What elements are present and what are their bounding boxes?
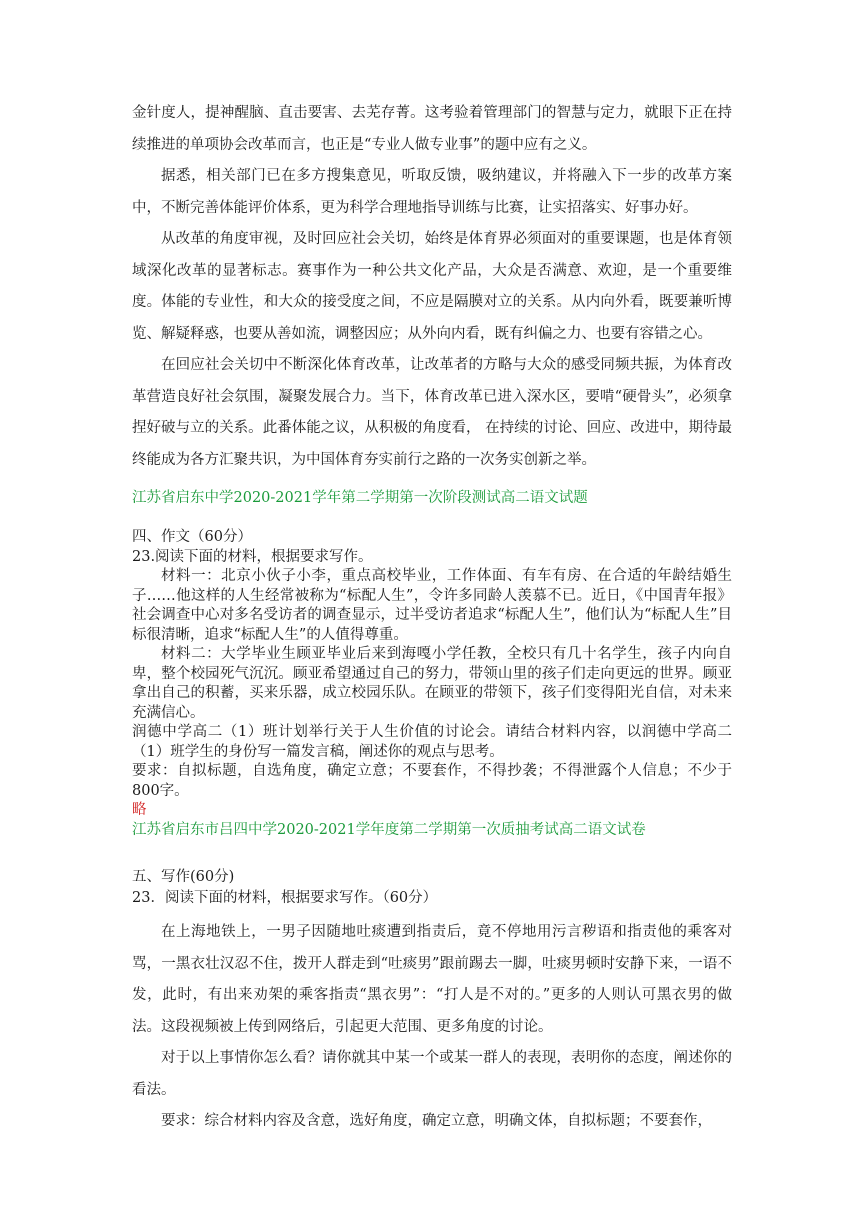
answer-omitted: 略 bbox=[132, 802, 147, 818]
question-23-prompt-2: 23．阅读下面的材料，根据要求写作。（60分） bbox=[132, 890, 438, 906]
section-heading-4: 四、作文（60分） bbox=[132, 529, 252, 545]
writing-material bbox=[132, 917, 732, 1138]
writing-prompt: 对于以上事情你怎么看？请你就其中某一个或某一群人的表现，表明你的态度，阐述你的看法。 bbox=[132, 1050, 732, 1098]
passage-section bbox=[132, 98, 732, 476]
passage-paragraph-2: 据悉，相关部门已在多方搜集意见，听取反馈，吸纳建议，并将融入下一步的改革方案中，不断完善体能评价体系，更为科学合理地指导训练与比赛，让实招落实、好事办好。 bbox=[132, 168, 732, 216]
passage-paragraph-1: 金针度人，提神醒脑、直击要害、去芜存菁。这考验着管理部门的智慧与定力，就眼下正在持续推进的单项协会改革而言，也正是“专业人做专业事”的题中应有之义。 bbox=[132, 105, 732, 153]
writing-requirements: 要求：自拟标题，自选角度，确定立意；不要套作，不得抄袭；不得泄露个人信息；不少于800字。 bbox=[132, 763, 732, 799]
passage-paragraph-3: 从改革的角度审视，及时回应社会关切，始终是体育界必须面对的重要课题，也是体育领域深化改革的显著标志。赛事作为一种公共文化产品，大众是否满意、欢迎，是一个重要维度。体能的专业性，和大众的接受度之间，不应是隔膜对立的关系。从内向外看，既要兼听博览、解疑释惑，也要从善如流，调整因应；从外向内看，既有纠偏之力、也要有容错之心。 bbox=[132, 231, 732, 342]
source-citation-2: 江苏省启东市吕四中学2020-2021学年度第二学期第一次质抽考试高二语文试卷 bbox=[132, 821, 646, 838]
material-two: 材料二：大学毕业生顾亚毕业后来到海嘎小学任教，全校只有几十名学生，孩子内向自卑，整个校园死气沉沉。顾亚希望通过自己的努力，带领山里的孩子们走向更远的世界。顾亚拿出自己的积蓄，买来乐器，成立校园乐队。在顾亚的带领下，孩子们变得阳光自信，对未来充满信心。 bbox=[132, 646, 732, 721]
writing-task: 润德中学高二（1）班计划举行关于人生价值的讨论会。请结合材料内容，以润德中学高二（1）班学生的身份写一篇发言稿，阐述你的观点与思考。 bbox=[132, 724, 732, 760]
section-heading-5: 五、写作(60分) bbox=[132, 869, 235, 885]
source-citation-1: 江苏省启东中学2020-2021学年第二学期第一次阶段测试高二语文试题 bbox=[132, 490, 588, 506]
subway-material: 在上海地铁上，一男子因随地吐痰遭到指责后，竟不停地用污言秽语和指责他的乘客对骂，一黑衣壮汉忍不住，拨开人群走到“吐痰男”跟前踢去一脚，吐痰男顿时安静下来，一语不发，此时，有出来劝架的乘客指责“黑衣男”：“打人是不对的。”更多的人则认可黑衣男的做法。这段视频被上传到网络后，引起更大范围、更多角度的讨论。 bbox=[132, 924, 732, 1035]
material-one: 材料一：北京小伙子小李，重点高校毕业，工作体面、有车有房、在合适的年龄结婚生子……他这样的人生经常被称为“标配人生”，令许多同龄人羡慕不已。近日，《中国青年报》社会调查中心对多名受访者的调查显示，过半受访者追求“标配人生”，他们认为“标配人生”目标很清晰，追求“标配人生”的人值得尊重。 bbox=[132, 568, 732, 643]
composition-materials bbox=[132, 567, 732, 840]
question-23-prompt: 23.阅读下面的材料，根据要求写作。 bbox=[132, 549, 373, 565]
writing-requirements-2: 要求：综合材料内容及含意，选好角度，确定立意，明确文体，自拟标题；不要套作， bbox=[161, 1113, 712, 1129]
passage-paragraph-4: 在回应社会关切中不断深化体育改革，让改革者的方略与大众的感受同频共振，为体育改革营造良好社会氛围，凝聚发展合力。当下，体育改革已进入深水区，要啃“硬骨头”，必须拿捏好破与立的关系。此番体能之议，从积极的角度看， 在持续的讨论、回应、改进中，期待最终能成为各方汇聚共识，为中国体育夯实前行之路的一次务实创新之举。 bbox=[132, 357, 732, 468]
